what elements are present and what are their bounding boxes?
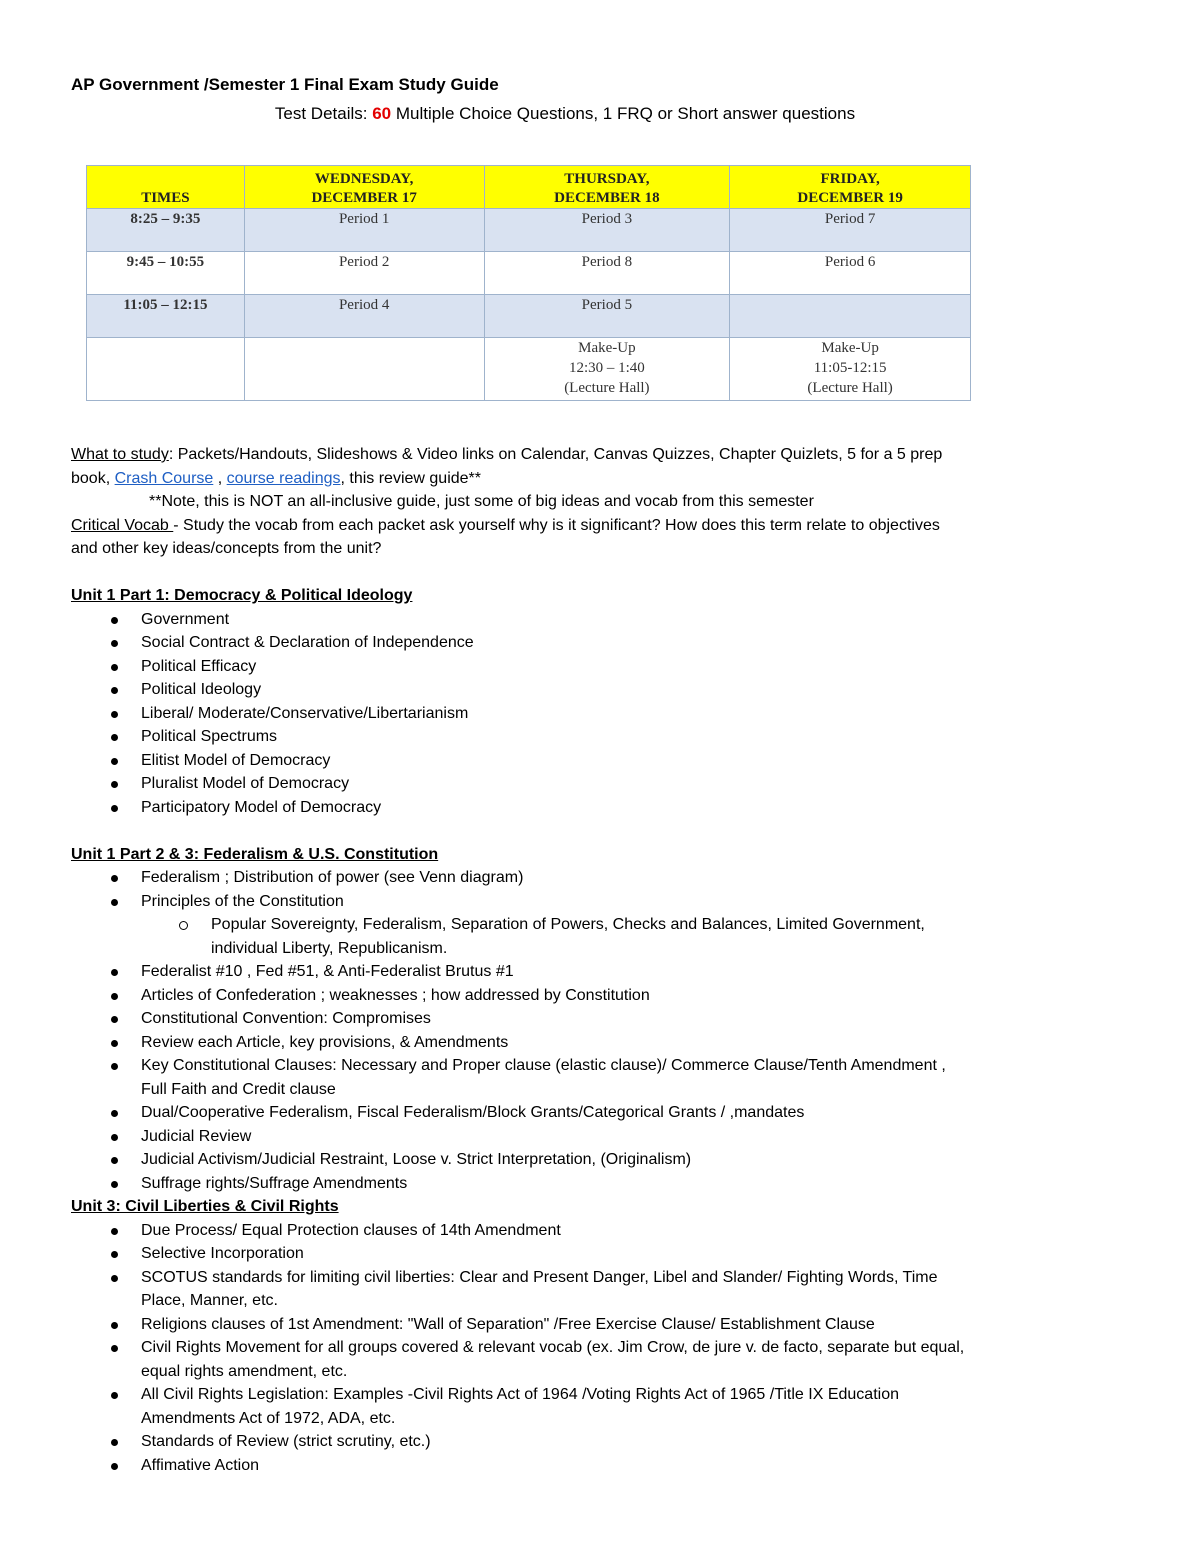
list-item: Judicial Activism/Judicial Restraint, Loose v. Strict Interpretation, (Originalism) bbox=[71, 1148, 1071, 1172]
list-item: Review each Article, key provisions, & Amendments bbox=[71, 1031, 1071, 1055]
period-cell: Period 1 bbox=[244, 209, 484, 252]
list-item: All Civil Rights Legislation: Examples -Civil Rights Act of 1964 /Voting Rights Act of 1965 /Title IX Education Amendments Act of 1972, ADA, etc. bbox=[71, 1383, 1071, 1430]
list-item: Civil Rights Movement for all groups covered & relevant vocab (ex. Jim Crow, de jure v. de facto, separate but equal, equal rights amendment, etc. bbox=[71, 1336, 1071, 1383]
test-details-suffix: Multiple Choice Questions, 1 FRQ or Short answer questions bbox=[391, 104, 856, 123]
unit1-part23-list bbox=[71, 866, 1071, 1195]
unit3-heading: Unit 3: Civil Liberties & Civil Rights bbox=[71, 1198, 339, 1215]
list-item: Participatory Model of Democracy bbox=[71, 796, 1071, 820]
time-cell: 8:25 – 9:35 bbox=[87, 209, 245, 252]
list-item: Affimative Action bbox=[71, 1454, 1071, 1478]
period-cell: Period 2 bbox=[244, 252, 484, 295]
list-item: Articles of Confederation ; weaknesses ; how addressed by Constitution bbox=[71, 984, 1071, 1008]
period-cell: Period 4 bbox=[244, 295, 484, 338]
period-cell: Period 7 bbox=[730, 209, 971, 252]
unit1-part1-heading: Unit 1 Part 1: Democracy & Political Ideology bbox=[71, 587, 413, 604]
time-cell: 11:05 – 12:15 bbox=[87, 295, 245, 338]
header-friday: FRIDAY, DECEMBER 19 bbox=[730, 166, 971, 209]
schedule-row bbox=[87, 295, 971, 338]
makeup-row bbox=[87, 338, 971, 401]
sub-list-item: Popular Sovereignty, Federalism, Separation of Powers, Checks and Balances, Limited Government, individual Liberty, Republicanism. bbox=[141, 913, 1071, 960]
list-item: Selective Incorporation bbox=[71, 1242, 1071, 1266]
critical-vocab-label: Critical Vocab bbox=[71, 516, 174, 534]
list-item: Due Process/ Equal Protection clauses of 14th Amendment bbox=[71, 1219, 1071, 1243]
list-item: Suffrage rights/Suffrage Amendments bbox=[71, 1172, 1071, 1196]
makeup-cell-thursday: Make-Up 12:30 – 1:40 (Lecture Hall) bbox=[484, 338, 730, 401]
header-wednesday: WEDNESDAY, DECEMBER 17 bbox=[244, 166, 484, 209]
course-readings-link[interactable]: course readings bbox=[226, 469, 341, 487]
list-item: Liberal/ Moderate/Conservative/Libertarianism bbox=[71, 702, 1071, 726]
critical-vocab: Critical Vocab - Study the vocab from each packet ask yourself why is it significant? How does this term relate to objectives bbox=[71, 516, 940, 534]
period-cell: Period 6 bbox=[730, 252, 971, 295]
list-item: Government bbox=[71, 608, 1071, 632]
list-item: Federalist #10 , Fed #51, & Anti-Federalist Brutus #1 bbox=[71, 960, 1071, 984]
unit1-part1-list bbox=[71, 608, 1071, 820]
critical-vocab-cont: and other key ideas/concepts from the unit? bbox=[71, 540, 382, 557]
period-cell bbox=[730, 295, 971, 338]
list-item: Federalism ; Distribution of power (see Venn diagram) bbox=[71, 866, 1071, 890]
what-to-study-label: What to study bbox=[71, 446, 169, 463]
study-guide-body bbox=[71, 443, 1071, 1477]
what-to-study: What to study: Packets/Handouts, Slideshows & Video links on Calendar, Canvas Quizzes, Chapter Quizlets, 5 for a 5 prep bbox=[71, 446, 943, 463]
makeup-cell-friday: Make-Up 11:05-12:15 (Lecture Hall) bbox=[730, 338, 971, 401]
period-cell: Period 5 bbox=[484, 295, 730, 338]
list-item: Constitutional Convention: Compromises bbox=[71, 1007, 1071, 1031]
unit1-part23-heading: Unit 1 Part 2 & 3: Federalism & U.S. Constitution bbox=[71, 845, 439, 863]
sub-list bbox=[141, 913, 1071, 960]
test-details-prefix: Test Details: bbox=[274, 104, 373, 123]
header-thursday: THURSDAY, DECEMBER 18 bbox=[484, 166, 730, 209]
list-item: Social Contract & Declaration of Independence bbox=[71, 631, 1071, 655]
list-item: Key Constitutional Clauses: Necessary and Proper clause (elastic clause)/ Commerce Clause/Tenth Amendment , Full Faith and Credit clause bbox=[71, 1054, 1071, 1101]
list-item: Elitist Model of Democracy bbox=[71, 749, 1071, 773]
what-to-study-cont: book, Crash Course , course readings, this review guide** bbox=[71, 469, 481, 487]
list-item: Principles of the Constitution Popular Sovereignty, Federalism, Separation of Powers, Checks and Balances, Limited Government, individual Liberty, Republicanism. bbox=[71, 890, 1071, 961]
schedule-row bbox=[87, 209, 971, 252]
empty-cell bbox=[244, 338, 484, 401]
list-item: Standards of Review (strict scrutiny, etc.) bbox=[71, 1430, 1071, 1454]
unit3-list bbox=[71, 1219, 1071, 1478]
list-item: Religions clauses of 1st Amendment: "Wall of Separation" /Free Exercise Clause/ Establishment Clause bbox=[71, 1313, 1071, 1337]
list-item: Political Spectrums bbox=[71, 725, 1071, 749]
header-times: TIMES bbox=[87, 166, 245, 209]
document-title: AP Government /Semester 1 Final Exam Study Guide bbox=[71, 75, 499, 94]
list-item: SCOTUS standards for limiting civil liberties: Clear and Present Danger, Libel and Slander/ Fighting Words, Time Place, Manner, etc. bbox=[71, 1266, 1071, 1313]
schedule-header-row bbox=[87, 166, 971, 209]
crash-course-link[interactable]: Crash Course bbox=[114, 469, 214, 487]
list-item: Judicial Review bbox=[71, 1125, 1071, 1149]
period-cell: Period 8 bbox=[484, 252, 730, 295]
guide-note: **Note, this is NOT an all-inclusive guide, just some of big ideas and vocab from this semester bbox=[149, 493, 814, 510]
question-count: 60 bbox=[372, 104, 392, 123]
period-cell: Period 3 bbox=[484, 209, 730, 252]
list-item: Political Efficacy bbox=[71, 655, 1071, 679]
exam-schedule-table bbox=[86, 165, 971, 401]
empty-cell bbox=[87, 338, 245, 401]
list-item: Pluralist Model of Democracy bbox=[71, 772, 1071, 796]
test-details bbox=[0, 104, 1130, 124]
list-item: Political Ideology bbox=[71, 678, 1071, 702]
schedule-row bbox=[87, 252, 971, 295]
time-cell: 9:45 – 10:55 bbox=[87, 252, 245, 295]
list-item: Dual/Cooperative Federalism, Fiscal Federalism/Block Grants/Categorical Grants / ,mandates bbox=[71, 1101, 1071, 1125]
